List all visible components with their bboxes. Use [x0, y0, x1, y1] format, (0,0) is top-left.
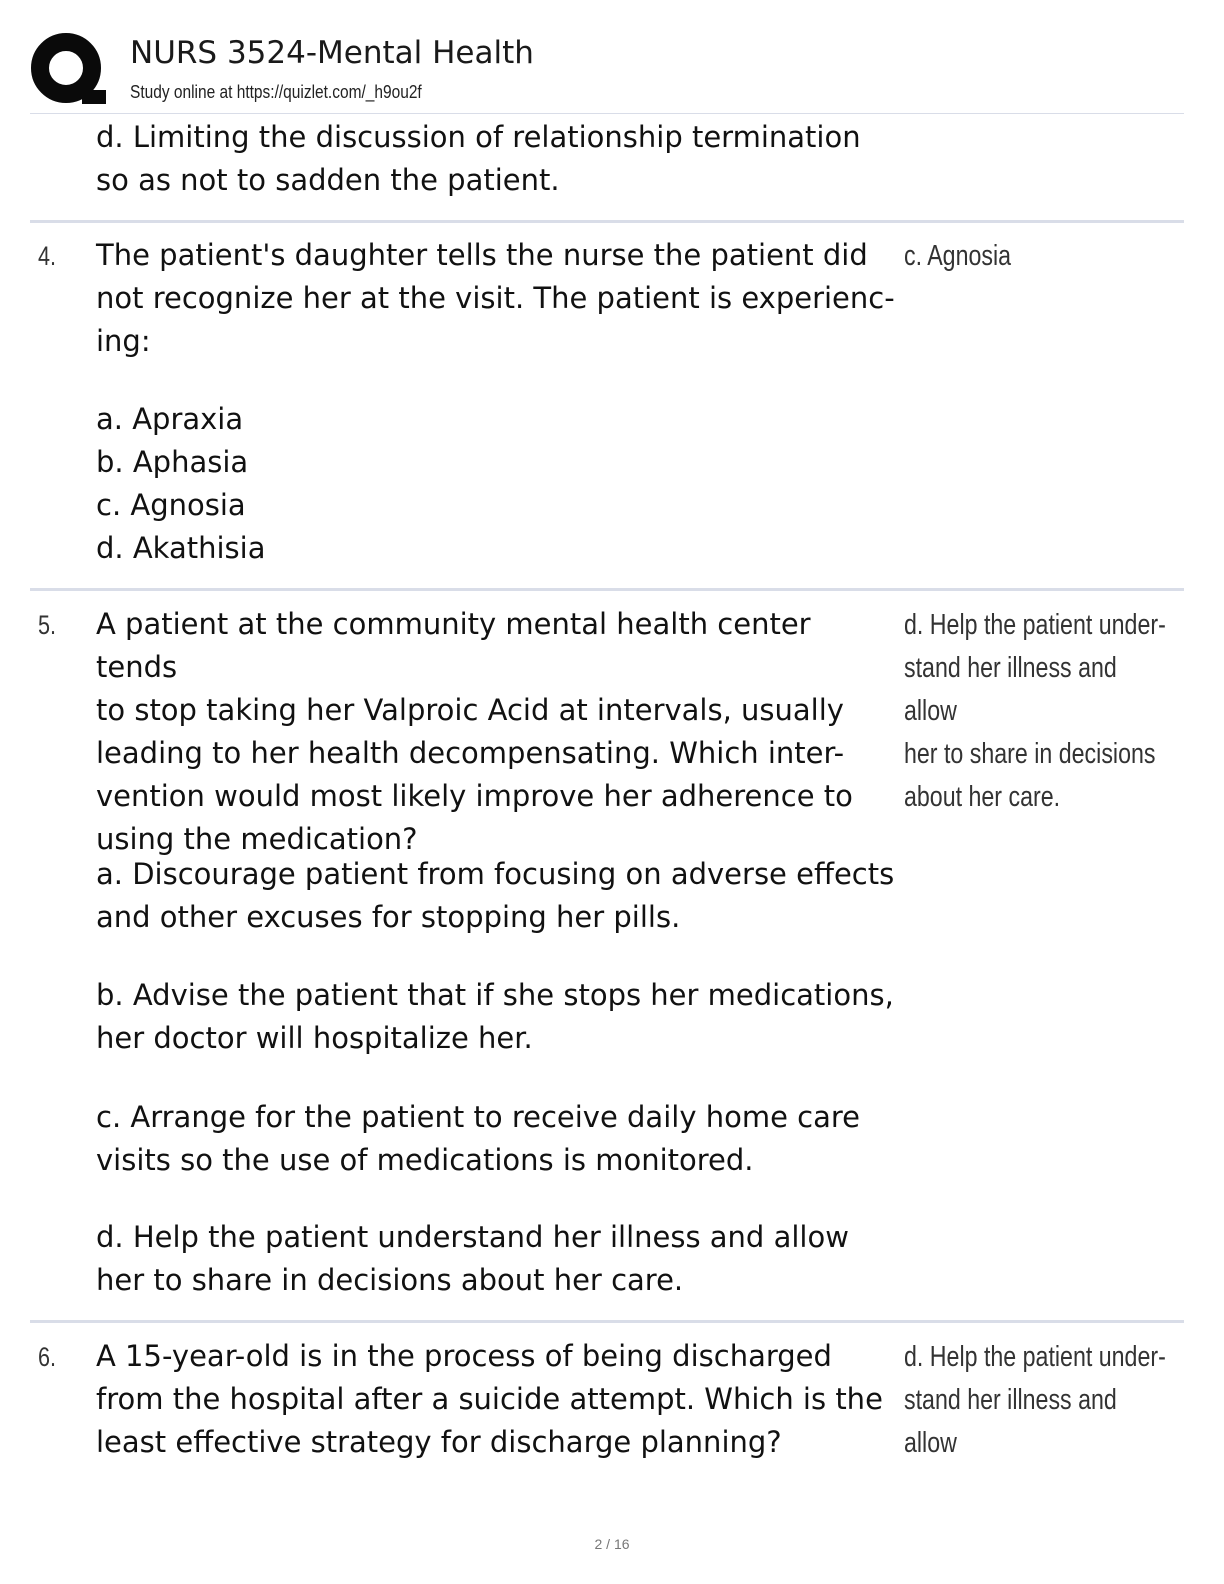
answer-line: d. Help the patient under- [904, 1341, 1166, 1373]
continued-option [96, 116, 896, 202]
question-number: 4. [38, 241, 57, 271]
answer-line: stand her illness and allow [904, 1384, 1117, 1459]
option-a: a. Apraxia [96, 402, 244, 436]
option-c [96, 1096, 896, 1182]
question-number: 6. [38, 1342, 57, 1372]
answer-line: about her care. [904, 781, 1061, 813]
answer-options [96, 398, 896, 570]
option-line: b. Advise the patient that if she stops her medications, [96, 978, 894, 1012]
card-divider [30, 220, 1184, 223]
deck-title: NURS 3524-Mental Health [130, 35, 534, 71]
question-stem [96, 603, 896, 861]
option-b [96, 974, 896, 1060]
stem-line: not recognize her at the visit. The patient is experienc- [96, 281, 895, 315]
stem-line: ing: [96, 324, 151, 358]
stem-line: using the medication? [96, 822, 418, 856]
stem-line: A 15-year-old is in the process of being discharged [96, 1339, 832, 1373]
question-number: 5. [38, 610, 57, 640]
page-number: 2 / 16 [594, 1536, 630, 1552]
answer-text [904, 235, 1168, 278]
answer-text [904, 604, 1168, 819]
option-d [96, 1216, 896, 1302]
answer-line: her to share in decisions [904, 738, 1156, 770]
answer-line: c. Agnosia [904, 240, 1012, 272]
stem-line: to stop taking her Valproic Acid at intervals, usually [96, 693, 844, 727]
stem-line: leading to her health decompensating. Which inter- [96, 736, 845, 770]
study-online-link[interactable]: Study online at https://quizlet.com/_h9ou2f [130, 82, 422, 102]
answer-line: d. Help the patient under- [904, 609, 1166, 641]
answer-line: stand her illness and allow [904, 652, 1117, 727]
card-divider [30, 1320, 1184, 1323]
option-line: her to share in decisions about her care. [96, 1263, 684, 1297]
question-stem [96, 234, 896, 363]
stem-line: least effective strategy for discharge planning? [96, 1425, 782, 1459]
stem-line: A patient at the community mental health center tends [96, 607, 811, 684]
option-c: c. Agnosia [96, 488, 246, 522]
answer-text [904, 1336, 1168, 1465]
option-line: a. Discourage patient from focusing on adverse effects [96, 857, 895, 891]
option-line: her doctor will hospitalize her. [96, 1021, 533, 1055]
question-stem [96, 1335, 896, 1464]
card-divider [30, 588, 1184, 591]
option-line: d. Help the patient understand her illness and allow [96, 1220, 849, 1254]
continued-line: so as not to sadden the patient. [96, 163, 560, 197]
header-divider [30, 113, 1184, 114]
option-line: and other excuses for stopping her pills. [96, 900, 681, 934]
option-d: d. Akathisia [96, 531, 266, 565]
option-line: c. Arrange for the patient to receive daily home care [96, 1100, 860, 1134]
option-line: visits so the use of medications is monitored. [96, 1143, 754, 1177]
continued-line: d. Limiting the discussion of relationship termination [96, 120, 861, 154]
quizlet-logo [30, 32, 106, 106]
stem-line: from the hospital after a suicide attempt. Which is the [96, 1382, 883, 1416]
option-a [96, 853, 896, 939]
option-b: b. Aphasia [96, 445, 249, 479]
stem-line: The patient's daughter tells the nurse the patient did [96, 238, 868, 272]
stem-line: vention would most likely improve her adherence to [96, 779, 853, 813]
